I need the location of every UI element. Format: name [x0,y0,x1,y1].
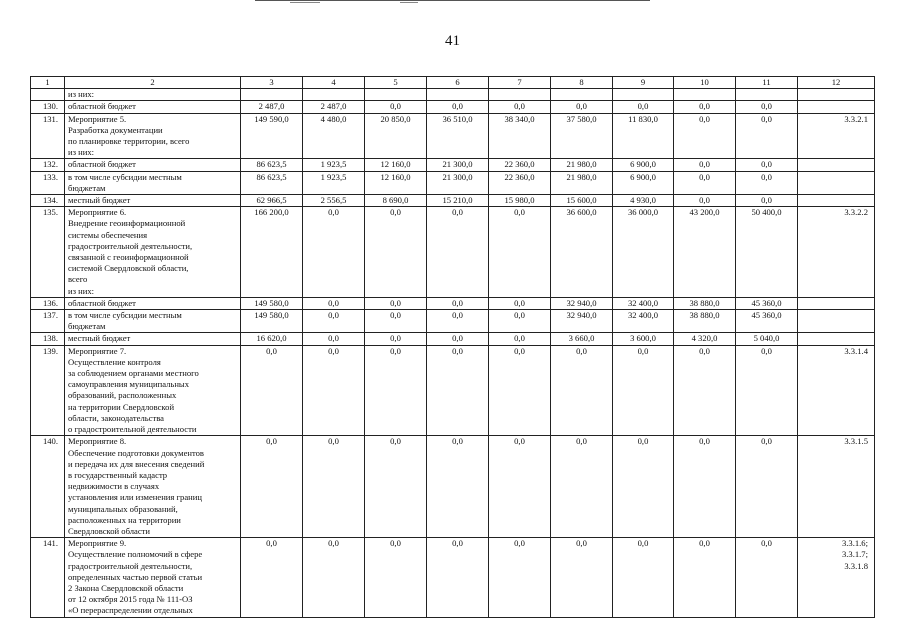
amount-cell: 0,0 [551,101,613,113]
scan-top-line [400,2,418,3]
column-number: 4 [303,77,365,89]
amount-cell: 32 940,0 [551,297,613,309]
amount-cell [303,89,365,101]
amount-cell: 36 600,0 [551,207,613,298]
target-code: 3.3.1.5 [798,436,875,538]
amount-cell: 149 580,0 [241,310,303,333]
amount-cell: 21 300,0 [427,171,489,194]
scan-top-line [290,2,320,3]
row-number: 133. [31,171,65,194]
amount-cell: 8 690,0 [365,195,427,207]
amount-cell: 4 320,0 [674,333,736,345]
column-number: 7 [489,77,551,89]
amount-cell: 0,0 [365,436,427,538]
row-description: областной бюджет [65,297,241,309]
amount-cell: 0,0 [736,436,798,538]
amount-cell: 0,0 [736,538,798,617]
column-number: 8 [551,77,613,89]
amount-cell: 0,0 [303,345,365,436]
amount-cell: 11 830,0 [613,113,674,159]
amount-cell: 86 623,5 [241,159,303,171]
amount-cell: 21 980,0 [551,159,613,171]
amount-cell: 50 400,0 [736,207,798,298]
amount-cell: 0,0 [427,297,489,309]
amount-cell: 6 900,0 [613,159,674,171]
row-number: 139. [31,345,65,436]
target-code [798,171,875,194]
amount-cell: 0,0 [489,310,551,333]
amount-cell: 86 623,5 [241,171,303,194]
amount-cell: 0,0 [427,345,489,436]
table-row [31,207,875,298]
row-description: из них: [65,89,241,101]
amount-cell: 0,0 [489,297,551,309]
column-number: 10 [674,77,736,89]
amount-cell: 36 510,0 [427,113,489,159]
amount-cell: 0,0 [489,538,551,617]
page-number: 41 [445,33,460,49]
amount-cell: 38 880,0 [674,310,736,333]
amount-cell: 0,0 [427,333,489,345]
column-number: 5 [365,77,427,89]
amount-cell: 45 360,0 [736,297,798,309]
amount-cell: 0,0 [551,538,613,617]
target-code [798,159,875,171]
table-row [31,297,875,309]
amount-cell: 0,0 [736,159,798,171]
amount-cell: 0,0 [303,436,365,538]
amount-cell: 0,0 [241,538,303,617]
target-code: 3.3.1.4 [798,345,875,436]
target-code: 3.3.2.1 [798,113,875,159]
amount-cell: 38 340,0 [489,113,551,159]
amount-cell: 0,0 [736,101,798,113]
amount-cell [241,89,303,101]
table-row [31,195,875,207]
amount-cell: 0,0 [427,436,489,538]
row-description: местный бюджет [65,333,241,345]
amount-cell: 0,0 [365,333,427,345]
amount-cell: 149 580,0 [241,297,303,309]
target-code [798,310,875,333]
target-code [798,89,875,101]
row-description: Мероприятие 8. Обеспечение подготовки документов и передача их для внесения сведений в государственный кадастр недвижимости в случаях установления или изменения границ муниципальных образований, расположенных на территории Свердловской области [65,436,241,538]
target-code: 3.3.2.2 [798,207,875,298]
amount-cell: 3 600,0 [613,333,674,345]
amount-cell: 0,0 [365,310,427,333]
table-header-row [31,77,875,89]
row-number: 132. [31,159,65,171]
column-number: 2 [65,77,241,89]
amount-cell: 0,0 [674,538,736,617]
table-row [31,101,875,113]
amount-cell: 12 160,0 [365,159,427,171]
amount-cell: 0,0 [613,345,674,436]
column-number: 6 [427,77,489,89]
amount-cell: 0,0 [613,538,674,617]
amount-cell: 0,0 [489,207,551,298]
amount-cell: 0,0 [303,538,365,617]
row-number: 135. [31,207,65,298]
amount-cell [551,89,613,101]
amount-cell: 0,0 [674,436,736,538]
amount-cell: 0,0 [674,195,736,207]
amount-cell: 0,0 [674,113,736,159]
budget-table [30,76,875,618]
amount-cell: 22 360,0 [489,159,551,171]
amount-cell: 12 160,0 [365,171,427,194]
scan-top-line [255,0,650,1]
target-code: 3.3.1.6; 3.3.1.7; 3.3.1.8 [798,538,875,617]
amount-cell: 6 900,0 [613,171,674,194]
amount-cell: 36 000,0 [613,207,674,298]
amount-cell: 0,0 [489,333,551,345]
amount-cell: 2 487,0 [303,101,365,113]
amount-cell: 37 580,0 [551,113,613,159]
amount-cell: 32 400,0 [613,297,674,309]
amount-cell: 0,0 [736,113,798,159]
amount-cell: 0,0 [674,159,736,171]
amount-cell: 166 200,0 [241,207,303,298]
amount-cell: 0,0 [303,310,365,333]
amount-cell: 43 200,0 [674,207,736,298]
amount-cell: 0,0 [551,345,613,436]
amount-cell: 0,0 [365,538,427,617]
row-number: 131. [31,113,65,159]
row-number: 130. [31,101,65,113]
column-number: 11 [736,77,798,89]
amount-cell: 0,0 [613,101,674,113]
table-row [31,113,875,159]
amount-cell: 1 923,5 [303,171,365,194]
amount-cell: 38 880,0 [674,297,736,309]
row-description: Мероприятие 6. Внедрение геоинформационной системы обеспечения градостроительной деятельности, связанной с геоинформационной системой Свердловской области, всего из них: [65,207,241,298]
amount-cell [427,89,489,101]
column-number: 9 [613,77,674,89]
amount-cell: 0,0 [427,310,489,333]
amount-cell: 149 590,0 [241,113,303,159]
amount-cell: 0,0 [303,333,365,345]
target-code [798,297,875,309]
column-number: 1 [31,77,65,89]
row-description: Мероприятие 5. Разработка документации по планировке территории, всего из них: [65,113,241,159]
amount-cell: 0,0 [551,436,613,538]
amount-cell: 45 360,0 [736,310,798,333]
target-code [798,101,875,113]
row-number [31,89,65,101]
amount-cell: 15 980,0 [489,195,551,207]
amount-cell: 0,0 [613,436,674,538]
table-row [31,171,875,194]
amount-cell [489,89,551,101]
row-number: 136. [31,297,65,309]
amount-cell: 2 487,0 [241,101,303,113]
row-number: 134. [31,195,65,207]
amount-cell: 0,0 [489,345,551,436]
row-description: местный бюджет [65,195,241,207]
amount-cell: 0,0 [365,101,427,113]
row-description: областной бюджет [65,101,241,113]
amount-cell: 15 600,0 [551,195,613,207]
amount-cell: 0,0 [489,436,551,538]
amount-cell [674,89,736,101]
amount-cell: 0,0 [674,345,736,436]
amount-cell: 32 940,0 [551,310,613,333]
amount-cell: 0,0 [736,171,798,194]
amount-cell: 0,0 [674,101,736,113]
amount-cell: 0,0 [489,101,551,113]
amount-cell: 5 040,0 [736,333,798,345]
row-number: 138. [31,333,65,345]
amount-cell: 0,0 [241,436,303,538]
amount-cell: 2 556,5 [303,195,365,207]
table-row [31,345,875,436]
amount-cell: 0,0 [303,297,365,309]
row-description: Мероприятие 9. Осуществление полномочий в сфере градостроительной деятельности, определенных частью первой статьи 2 Закона Свердловской области от 12 октября 2015 года № 111-ОЗ «О перераспределении отдельных [65,538,241,617]
amount-cell: 4 930,0 [613,195,674,207]
amount-cell: 0,0 [365,297,427,309]
row-description: областной бюджет [65,159,241,171]
amount-cell: 15 210,0 [427,195,489,207]
table-row [31,538,875,617]
amount-cell: 22 360,0 [489,171,551,194]
amount-cell: 4 480,0 [303,113,365,159]
amount-cell: 0,0 [241,345,303,436]
table-row [31,333,875,345]
amount-cell: 0,0 [365,345,427,436]
row-number: 141. [31,538,65,617]
target-code [798,195,875,207]
amount-cell: 62 966,5 [241,195,303,207]
amount-cell: 32 400,0 [613,310,674,333]
row-description: Мероприятие 7. Осуществление контроля за соблюдением органами местного самоуправления муниципальных образований, расположенных на территории Свердловской области, законодательства о градостроительной деятельности [65,345,241,436]
amount-cell: 0,0 [427,538,489,617]
amount-cell: 3 660,0 [551,333,613,345]
amount-cell: 0,0 [427,101,489,113]
table-row [31,310,875,333]
table-row [31,89,875,101]
amount-cell: 1 923,5 [303,159,365,171]
amount-cell: 0,0 [736,195,798,207]
table-row [31,436,875,538]
amount-cell: 0,0 [365,207,427,298]
amount-cell: 21 980,0 [551,171,613,194]
amount-cell: 0,0 [427,207,489,298]
amount-cell: 21 300,0 [427,159,489,171]
row-description: в том числе субсидии местным бюджетам [65,171,241,194]
amount-cell: 16 620,0 [241,333,303,345]
column-number: 3 [241,77,303,89]
amount-cell: 0,0 [736,345,798,436]
amount-cell: 20 850,0 [365,113,427,159]
row-number: 140. [31,436,65,538]
row-number: 137. [31,310,65,333]
target-code [798,333,875,345]
amount-cell [613,89,674,101]
amount-cell [736,89,798,101]
column-number: 12 [798,77,875,89]
row-description: в том числе субсидии местным бюджетам [65,310,241,333]
amount-cell: 0,0 [674,171,736,194]
amount-cell: 0,0 [303,207,365,298]
amount-cell [365,89,427,101]
table-row [31,159,875,171]
